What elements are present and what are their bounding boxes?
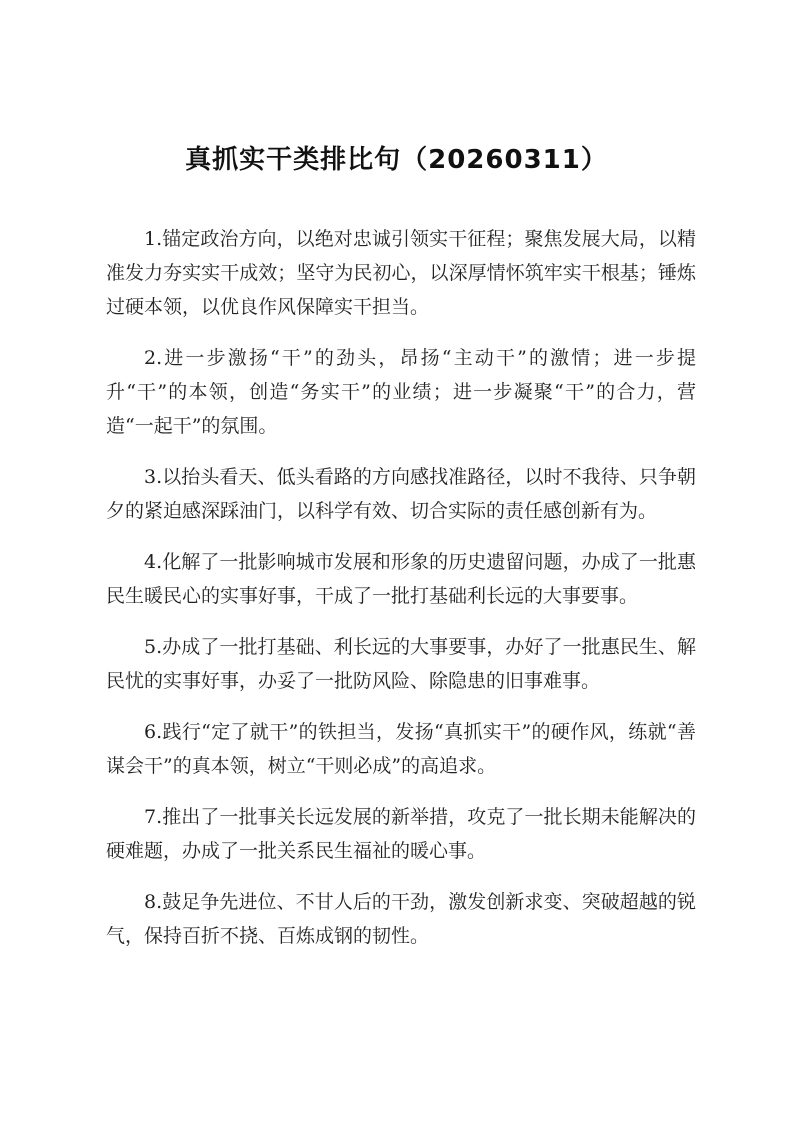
paragraph-4: 4.化解了一批影响城市发展和形象的历史遗留问题，办成了一批惠民生暖民心的实事好事，干成了一批打基础利长远的大事要事。 bbox=[106, 551, 696, 607]
paragraph-7: 7.推出了一批事关长远发展的新举措，攻克了一批长期未能解决的硬难题，办成了一批关系民生福祉的暖心事。 bbox=[106, 806, 696, 862]
paragraph-5: 5.办成了一批打基础、利长远的大事要事，办好了一批惠民生、解民忧的实事好事，办妥了一批防风险、除隐患的旧事难事。 bbox=[106, 636, 696, 692]
paragraph-8: 8.鼓足争先进位、不甘人后的干劲，激发创新求变、突破超越的锐气，保持百折不挠、百炼成钢的韧性。 bbox=[106, 891, 696, 947]
document-title: 真抓实干类排比句（20260311） bbox=[185, 145, 608, 175]
paragraph-2: 2.进一步激扬“干”的劲头，昂扬“主动干”的激情；进一步提升“干”的本领，创造“务实干”的业绩；进一步凝聚“干”的合力，营造“一起干”的氛围。 bbox=[106, 347, 696, 437]
paragraph-1: 1.锚定政治方向，以绝对忠诚引领实干征程；聚焦发展大局，以精准发力夯实实干成效；坚守为民初心，以深厚情怀筑牢实干根基；锤炼过硬本领，以优良作风保障实干担当。 bbox=[106, 228, 696, 318]
document-body bbox=[106, 222, 696, 970]
paragraph-6: 6.践行“定了就干”的铁担当，发扬“真抓实干”的硬作风，练就“善谋会干”的真本领，树立“干则必成”的高追求。 bbox=[106, 721, 696, 777]
paragraph-3: 3.以抬头看天、低头看路的方向感找准路径，以时不我待、只争朝夕的紧迫感深踩油门，以科学有效、切合实际的责任感创新有为。 bbox=[106, 466, 696, 522]
